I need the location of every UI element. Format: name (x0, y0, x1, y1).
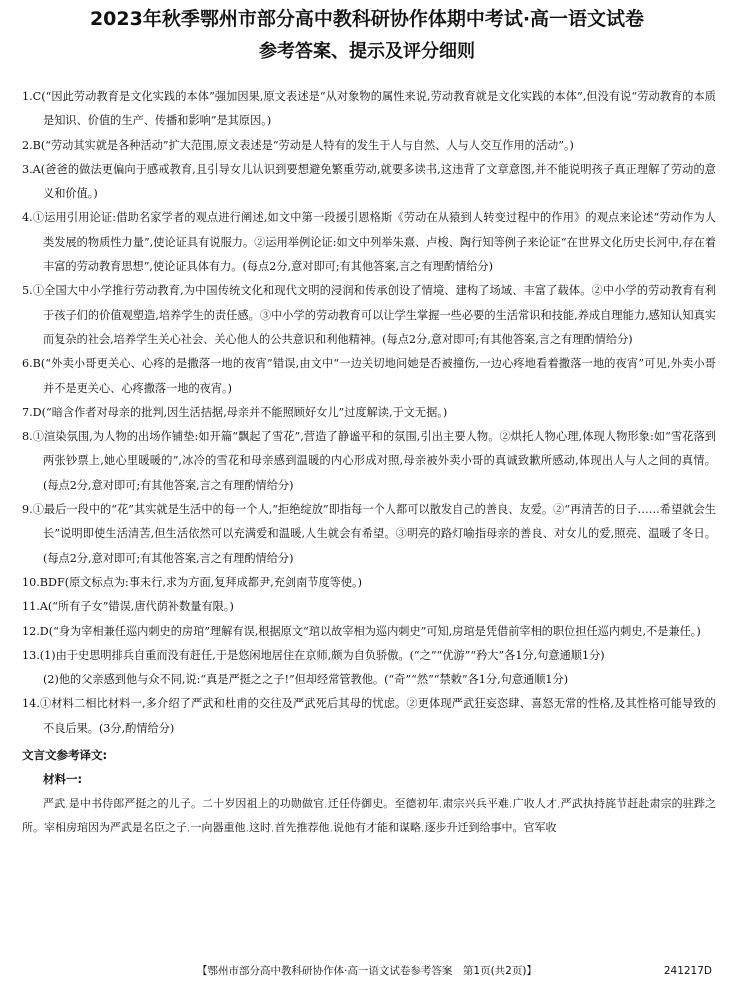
answer-content (22, 85, 716, 840)
answer-item-4: 4.①运用引用论证:借助名家学者的观点进行阐述,如文中第一段援引恩格斯《劳动在从猿到人转变过程中的作用》的观点来论述“劳动作为人类发展的物质性力量”,使论证具有说服力。②运用举例论证:如文中列举朱熹、卢梭、陶行知等例子来论证“在世界文化历史长河中,存在着丰富的劳动教育思想”,使论证具体有力。(每点2分,意对即可;有其他答案,言之有理酌情给分) (22, 211, 716, 274)
answer-item-5: 5.①全国大中小学推行劳动教育,为中国传统文化和现代文明的浸润和传承创设了情境、建构了场域、丰富了载体。②中小学的劳动教育有利于孩子们的价值观塑造,培养学生的责任感。③中小学的劳动教育可以让学生掌握一些必要的生活常识和技能,养成自理能力,感知认知真实而复杂的社会,培养学生关心社会、关心他人的公共意识和利他精神。(每点2分,意对即可;有其他答案,言之有理酌情给分) (22, 284, 716, 346)
answer-item-7: 7.D(“暗含作者对母亲的批判,因生活拮据,母亲并不能照顾好女儿”过度解读,于文无据。) (22, 405, 448, 419)
answer-item-12: 12.D(“身为宰相兼任巡内刺史的房琯”理解有误,根据原文“琯以故宰相为巡内刺史”可知,房琯是凭借前宰相的职位担任巡内刺史,不是兼任。) (22, 624, 701, 638)
answer-item-9: 9.①最后一段中的“花”其实就是生活中的每一个人,“拒绝绽放”即指每一个人都可以散发自己的善良、友爱。②“再清苦的日子……希望就会生长”说明即使生活清苦,但生活依然可以充满爱和温暖,人生就会有希望。③明亮的路灯喻指母亲的善良、对女儿的爱,照亮、温暖了冬日。(每点2分,意对即可;有其他答案,言之有理酌情给分) (22, 503, 716, 565)
answer-item-2: 2.B(“劳动其实就是各种活动”扩大范围,原文表述是“劳动是人特有的发生于人与自然、人与人交互作用的活动”。) (22, 138, 574, 152)
answer-item-11: 11.A(“所有子女”错误,唐代荫补数量有限。) (22, 600, 234, 614)
answer-item-3: 3.A(爸爸的做法更偏向于感戒教育,且引导女儿认识到要想避免繁重劳动,就要多读书,这违背了文章意图,并不能说明孩子真正理解了劳动的意义和价值。) (22, 162, 716, 201)
answer-item-14: 14.①材料二相比材料一,多介绍了严武和杜甫的交往及严武死后其母的忧虑。②更体现严武狂妄恣肆、喜怒无常的性格,及其性格可能导致的不良后果。(3分,酌情给分) (22, 697, 716, 735)
answer-item-13-part-2: (2)他的父亲感到他与众不同,说:“真是严挺之之子!”但却经常管教他。(“奇”“然”“禁敕”各1分,句意通顺1分) (43, 673, 569, 687)
answer-item-1: 1.C(“因此劳动教育是文化实践的本体”强加因果,原文表述是“从对象物的属性来说,劳动教育就是文化实践的本体”,但没有说“劳动教育的本质是知识、价值的生产、传播和影响”是其原因。) (22, 90, 716, 128)
translation-paragraph: 严武,是中书侍郎严挺之的儿子。二十岁因祖上的功勋做官,迁任侍御史。至德初年,肃宗兴兵平难,广收人才,严武执持旄节赶赴肃宗的驻跸之所。宰相房琯因为严武是名臣之子,一向器重他,这时,首先推荐他,说他有才能和谋略,逐步升迁到给事中。官军收 (22, 796, 716, 834)
translation-heading: 文言文参考译文: (22, 748, 108, 763)
answer-item-13: 13.(1)由于史思明排兵自重而没有赶任,于是悠闲地居住在京师,颇为自负骄傲。(“之”“优游”“矜大”各1分,句意通顺1分) (22, 648, 605, 662)
page-footer (0, 962, 734, 980)
document-title: 2023年秋季鄂州市部分高中教科研协作体期中考试·高一语文试卷 (89, 8, 645, 30)
answer-item-6: 6.B(“外卖小哥更关心、心疼的是撒落一地的夜宵”错误,由文中“一边关切地问她是否被撞伤,一边心疼地看着撒落一地的夜宵”可见,外卖小哥并不是更关心、心疼撒落一地的夜宵。) (22, 357, 716, 395)
answer-item-10: 10.BDF(原文标点为:事未行,求为方面,复拜成都尹,充剑南节度等使。) (22, 575, 363, 589)
footer-code: 241217D (663, 965, 712, 977)
material-one-heading: 材料一: (43, 772, 83, 787)
footer-text: 【鄂州市部分高中教科研协作体·高一语文试卷参考答案 第1页(共2页)】 (197, 965, 537, 977)
document-subtitle: 参考答案、提示及评分细则 (259, 41, 475, 62)
answer-item-8: 8.①渲染氛围,为人物的出场作铺垫:如开篇“飘起了雪花”,营造了静谧平和的氛围,引出主要人物。②烘托人物心理,体现人物形象:如“雪花落到两张钞票上,她心里暖暖的”,冰冷的雪花和母亲感到温暖的内心形成对照,母亲被外卖小哥的真诚致歉所感动,体现出人与人之间的真情。(每点2分,意对即可;有其他答案,言之有理酌情给分) (22, 430, 716, 492)
